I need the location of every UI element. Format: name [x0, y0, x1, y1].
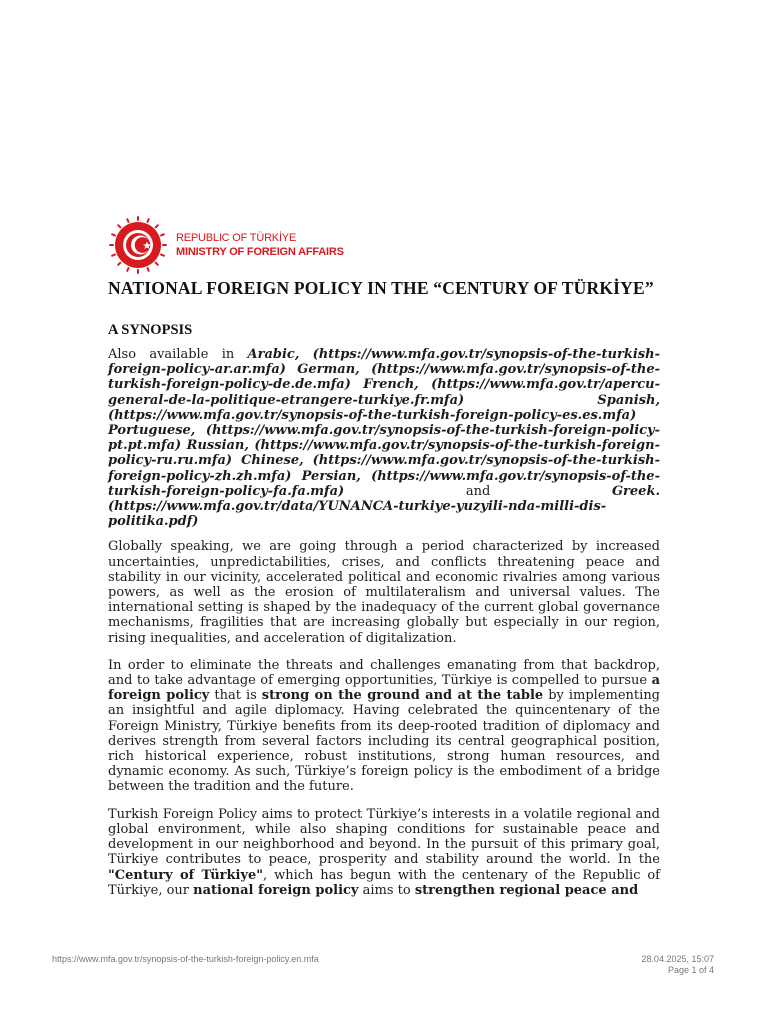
lang-url-persian[interactable]: (https://www.mfa.gov.tr/synopsis-of-the-turkish-foreign-policy-fa.fa.mfa)	[108, 468, 660, 499]
lang-link-french[interactable]: French,	[363, 377, 419, 393]
availability-intro: Also available in	[108, 347, 235, 362]
ministry-emblem-icon	[108, 215, 168, 275]
lang-link-chinese[interactable]: Chinese,	[241, 453, 304, 469]
footer-meta	[641, 954, 714, 976]
document-body	[108, 347, 660, 910]
p2-bold-strong: strong on the ground and at the table	[261, 688, 544, 704]
lang-link-persian[interactable]: Persian,	[301, 468, 361, 484]
lang-url-greek[interactable]: (https://www.mfa.gov.tr/data/YUNANCA-turkiye-yuzyili-nda-milli-dis-politika.pdf)	[108, 499, 607, 530]
paragraph-global-context: Globally speaking, we are going through a period characterized by increased uncertainties, unpredictabilities, crises, and conflicts threatening peace and stability in our vicinity, accelerated political and economic rivalries among various powers, as well as the erosion of multilateralism and universal values. The international setting is shaped by the inadequacy of the current global governance mechanisms, fragilities that are increasing globally but especially in our region, rising inequalities, and acceleration of digitalization.	[108, 539, 660, 646]
p2-text-c: that is	[209, 688, 262, 704]
org-line-ministry: MINISTRY OF FOREIGN AFFAIRS	[176, 246, 344, 258]
lang-url-chinese[interactable]: (https://www.mfa.gov.tr/synopsis-of-the-turkish-foreign-policy-zh.zh.mfa)	[108, 453, 660, 484]
p2-bold-foreign-policy: a foreign policy	[108, 673, 660, 704]
p3-bold-national-policy: national foreign policy	[193, 882, 359, 898]
ministry-logo	[108, 215, 348, 275]
availability-paragraph	[108, 347, 660, 529]
lang-link-spanish[interactable]: Spanish,	[597, 392, 660, 408]
lang-link-greek[interactable]: Greek.	[611, 483, 660, 499]
p3-bold-strengthen: strengthen regional peace and	[414, 882, 639, 898]
p2-text-a: In order to eliminate the threats and challenges emanating from that backdrop, and to take advantage of emerging opportunities, Türkiye is compelled to pursue	[108, 657, 660, 689]
lang-link-german[interactable]: German,	[297, 362, 360, 378]
lang-url-french[interactable]: (https://www.mfa.gov.tr/apercu-general-de-la-politique-etrangere-turkiye.fr.mfa)	[108, 377, 660, 408]
ministry-name	[176, 231, 344, 259]
paragraph-foreign-policy	[108, 658, 660, 795]
footer-url: https://www.mfa.gov.tr/synopsis-of-the-turkish-foreign-policy.en.mfa	[52, 954, 319, 964]
footer-datetime: 28.04.2025, 15:07	[641, 954, 714, 964]
lang-url-russian[interactable]: (https://www.mfa.gov.tr/synopsis-of-the-turkish-foreign-policy-ru.ru.mfa)	[108, 438, 660, 469]
page-title: NATIONAL FOREIGN POLICY IN THE “CENTURY OF TÜRKİYE”	[108, 278, 654, 298]
lang-url-german[interactable]: (https://www.mfa.gov.tr/synopsis-of-the-turkish-foreign-policy-de.de.mfa)	[108, 362, 660, 393]
footer-page-number: Page 1 of 4	[667, 965, 714, 975]
lang-url-portuguese[interactable]: (https://www.mfa.gov.tr/synopsis-of-the-turkish-foreign-policy-pt.pt.mfa)	[108, 423, 660, 454]
page-subtitle: A SYNOPSIS	[108, 322, 193, 338]
availability-and: and	[465, 483, 491, 499]
p3-text-a: Turkish Foreign Policy aims to protect Türkiye’s interests in a volatile regional and global environment, while also shaping conditions for sustainable peace and development in our neighborhood and beyond. In the pursuit of this primary goal, Türkiye contributes to peace, prosperity and stability around the world. In the	[108, 806, 660, 868]
lang-url-spanish[interactable]: (https://www.mfa.gov.tr/synopsis-of-the-turkish-foreign-policy-es.es.mfa)	[108, 407, 637, 423]
lang-url-arabic[interactable]: (https://www.mfa.gov.tr/synopsis-of-the-turkish-foreign-policy-ar.ar.mfa)	[108, 347, 660, 378]
p3-bold-century: "Century of Türkiye"	[108, 867, 264, 883]
paragraph-turkish-policy-aims	[108, 807, 660, 898]
p3-text-c: , which has begun with the centenary of the Republic of Türkiye, our	[108, 867, 660, 898]
org-line-republic: REPUBLIC OF TÜRKİYE	[176, 232, 297, 244]
lang-link-arabic[interactable]: Arabic,	[247, 347, 300, 362]
lang-link-russian[interactable]: Russian,	[186, 438, 249, 454]
p2-text-d: by implementing an insightful and agile diplomacy. Having celebrated the quincentenary of the Foreign Ministry, Türkiye benefits from its deep-rooted tradition of diplomacy and derives strength from several factors including its central geographical position, rich historical experience, robust institutions, strong human resources, and dynamic economy. As such, Türkiye’s foreign policy is the embodiment of a bridge between the tradition and the future.	[108, 688, 661, 795]
p3-text-d: aims to	[358, 882, 415, 898]
lang-link-portuguese[interactable]: Portuguese,	[108, 423, 196, 439]
